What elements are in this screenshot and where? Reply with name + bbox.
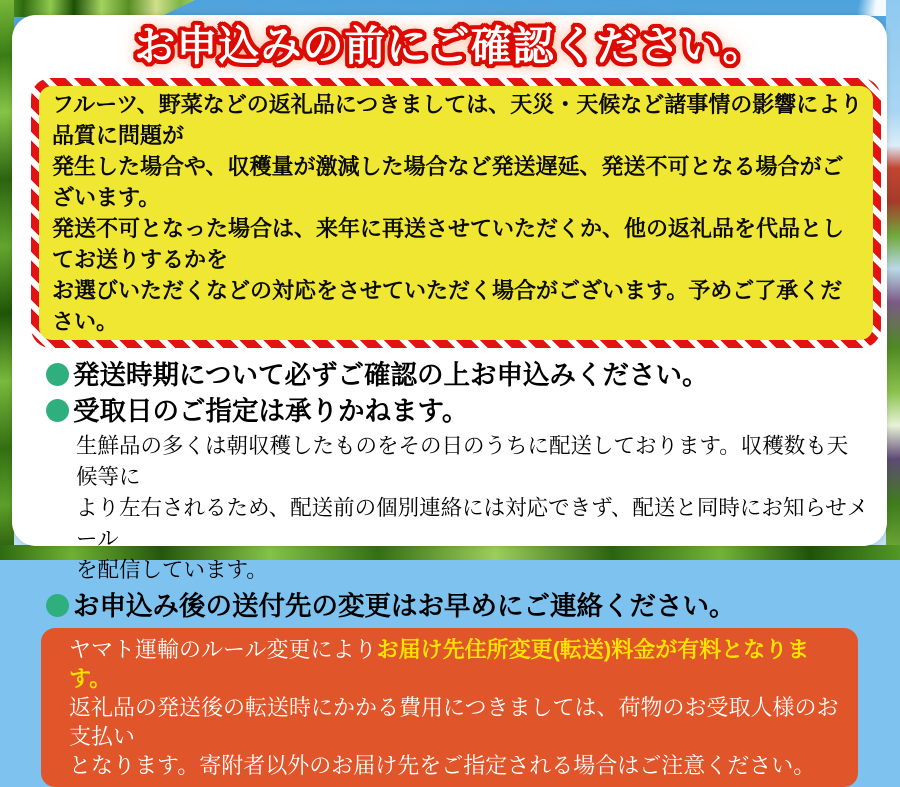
weather-notice-text	[39, 86, 873, 340]
green-bullet-icon	[46, 363, 69, 386]
weather-notice-line-1: フルーツ、野菜などの返礼品につきましては、天災・天候など諸事情の影響により品質に問題が	[52, 92, 863, 148]
checkpoint-address-change-label: お申込み後の送付先の変更はお早めにご連絡ください。	[73, 591, 736, 621]
checkpoint-receipt-date-label: 受取日のご指定は承りかねます。	[73, 396, 469, 426]
orchard-photo-right-edge	[886, 0, 900, 560]
weather-notice-line-2: 発生した場合や、収穫量が激減した場合など発送遅延、発送不可となる場合がございます。	[52, 154, 844, 210]
forwarding-notice-line-3: となります。寄附者以外のお届け先をご指定される場合はご注意ください。	[69, 753, 816, 778]
green-bullet-icon	[46, 399, 69, 422]
fresh-produce-note	[76, 431, 869, 586]
forwarding-notice-line-1	[69, 635, 842, 693]
weather-notice-line-4: お選びいただくなどの対応をさせていただく場合がございます。予めご了承ください。	[52, 278, 843, 334]
fresh-produce-note-line-2: より左右されるため、配送前の個別連絡には対応できず、配送と同時にお知らせメール	[76, 496, 869, 551]
checkpoint-address-change	[46, 591, 869, 621]
checkpoint-list	[46, 360, 869, 621]
page-title: お申込みの前にご確認ください。	[134, 23, 765, 69]
checkpoint-receipt-date	[46, 396, 869, 426]
checkpoint-shipping-period	[46, 360, 869, 390]
forwarding-notice-prefix: ヤマト運輸のルール変更により	[69, 637, 377, 662]
checkpoint-shipping-period-label: 発送時期について必ずご確認の上お申込みください。	[73, 360, 709, 390]
weather-notice-box	[31, 78, 881, 348]
notice-card	[12, 15, 887, 778]
forwarding-fee-notice-box	[41, 628, 858, 787]
fresh-produce-note-line-3: を配信しています。	[76, 558, 268, 582]
green-bullet-icon	[46, 594, 69, 617]
forwarding-notice-line-2: 返礼品の発送後の転送時にかかる費用につきましては、荷物のお受取人様のお支払い	[69, 695, 839, 749]
forwarding-notice-highlight: お届け先住所変更(転送)料金が有料となります。	[69, 637, 810, 691]
weather-notice-line-3: 発送不可となった場合は、来年に再送させていただくか、他の返礼品を代品としてお送りするかを	[52, 216, 845, 272]
fresh-produce-note-line-1: 生鮮品の多くは朝収穫したものをその日のうちに配送しております。収穫数も天候等に	[76, 434, 849, 489]
